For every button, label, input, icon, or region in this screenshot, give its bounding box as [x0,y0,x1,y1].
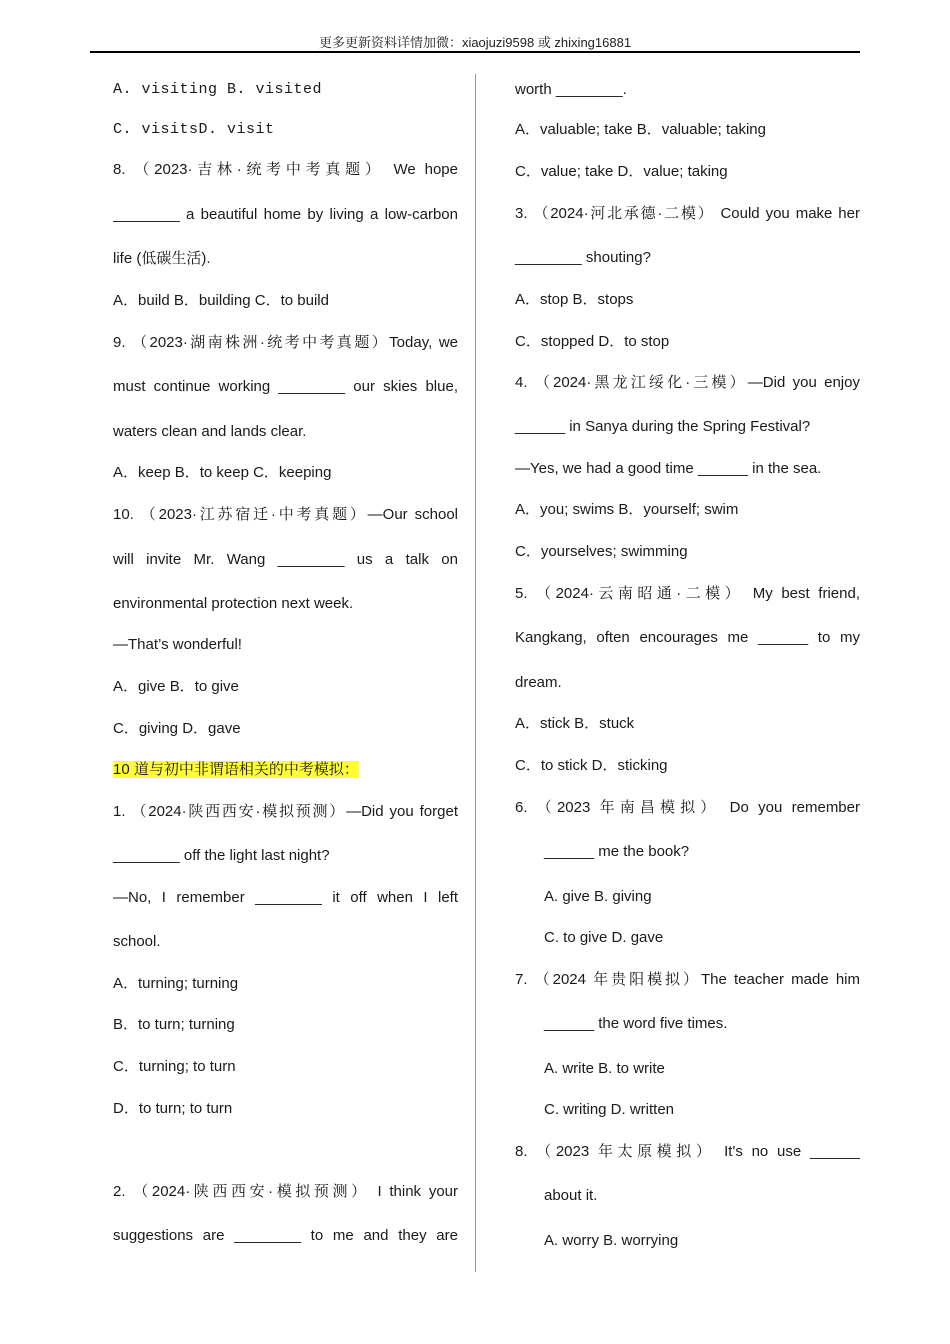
left-line: 9. （2023·湖南株洲·统考中考真题）Today, we [113,334,458,351]
column-divider [475,74,476,1272]
left-line: D．to turn; to turn [113,1100,233,1117]
right-line: A．valuable; take B．valuable; taking [515,121,766,138]
right-line: C. to give D. gave [544,929,664,946]
right-line: A．you; swims B．yourself; swim [515,501,739,518]
right-line: 5. （2024·云南昭通·二模） My best friend, [515,585,860,602]
right-line: ________ shouting? [515,249,651,266]
left-line: school. [113,933,161,950]
right-line: about it. [544,1187,598,1204]
left-line: C．turning; to turn [113,1058,236,1075]
left-line: ________ a beautiful home by living a low-carbon [113,206,458,223]
left-line: waters clean and lands clear. [113,423,307,440]
left-line: ________ off the light last night? [113,847,330,864]
left-line: A．keep B．to keep C．keeping [113,464,332,481]
right-line: ______ the word five times. [544,1015,728,1032]
left-line: will invite Mr. Wang ________ us a talk on [113,551,458,568]
left-line: C．giving D．gave [113,720,241,737]
left-line: —No, I remember ________ it off when I left [113,889,458,906]
right-line: 3. （2024·河北承德·二模） Could you make her [515,205,860,222]
right-line: 8. （2023 年太原模拟） It's no use ______ [515,1143,860,1160]
right-line: C. writing D. written [544,1101,675,1118]
left-line: C. visitsD. visit [113,121,275,138]
left-line [113,760,458,780]
right-line: ______ me the book? [544,843,690,860]
right-line: C．yourselves; swimming [515,543,688,560]
left-line: environmental protection next week. [113,595,354,612]
right-line: A. give B. giving [544,888,652,905]
right-line: —Yes, we had a good time ______ in the sea. [515,460,822,477]
right-line: A. write B. to write [544,1060,665,1077]
left-line: A．turning; turning [113,975,239,992]
right-line: 6. （2023 年南昌模拟） Do you remember [515,799,860,816]
right-line: A. worry B. worrying [544,1232,679,1249]
right-line: C．to stick D．sticking [515,757,668,774]
left-line: A．build B．building C．to build [113,292,329,309]
left-line: 2. （2024·陕西西安·模拟预测） I think your [113,1183,458,1200]
right-line: A．stop B．stops [515,291,634,308]
left-line: must continue working ________ our skies blue, [113,378,458,395]
right-line: dream. [515,674,562,691]
left-line: life (低碳生活). [113,250,211,267]
right-line: C．stopped D．to stop [515,333,670,350]
right-line: C．value; take D．value; taking [515,163,728,180]
right-line: worth ________. [515,81,627,98]
left-line: suggestions are ________ to me and they are [113,1227,458,1244]
left-line: 1. （2024·陕西西安·模拟预测）—Did you forget [113,803,458,820]
highlighted-heading: 10 道与初中非谓语相关的中考模拟： [113,761,359,778]
left-line: A．give B．to give [113,678,239,695]
left-line: A. visiting B. visited [113,81,323,98]
right-line: 4. （2024·黑龙江绥化·三模）—Did you enjoy [515,374,860,391]
page-header: 更多更新资料详情加微：xiaojuzi9598 或 zhixing16881 [318,35,632,50]
right-line: Kangkang, often encourages me ______ to my [515,629,860,646]
right-line: 7. （2024 年贵阳模拟）The teacher made him [515,971,860,988]
right-line: ______ in Sanya during the Spring Festival? [515,418,811,435]
left-line: 8. （2023·吉林·统考中考真题） We hope [113,161,458,178]
right-line: A．stick B．stuck [515,715,635,732]
left-line: 10. （2023·江苏宿迁·中考真题）—Our school [113,506,458,523]
left-line: —That’s wonderful! [113,636,242,653]
left-line: B．to turn; turning [113,1016,235,1033]
header-rule [90,51,860,53]
